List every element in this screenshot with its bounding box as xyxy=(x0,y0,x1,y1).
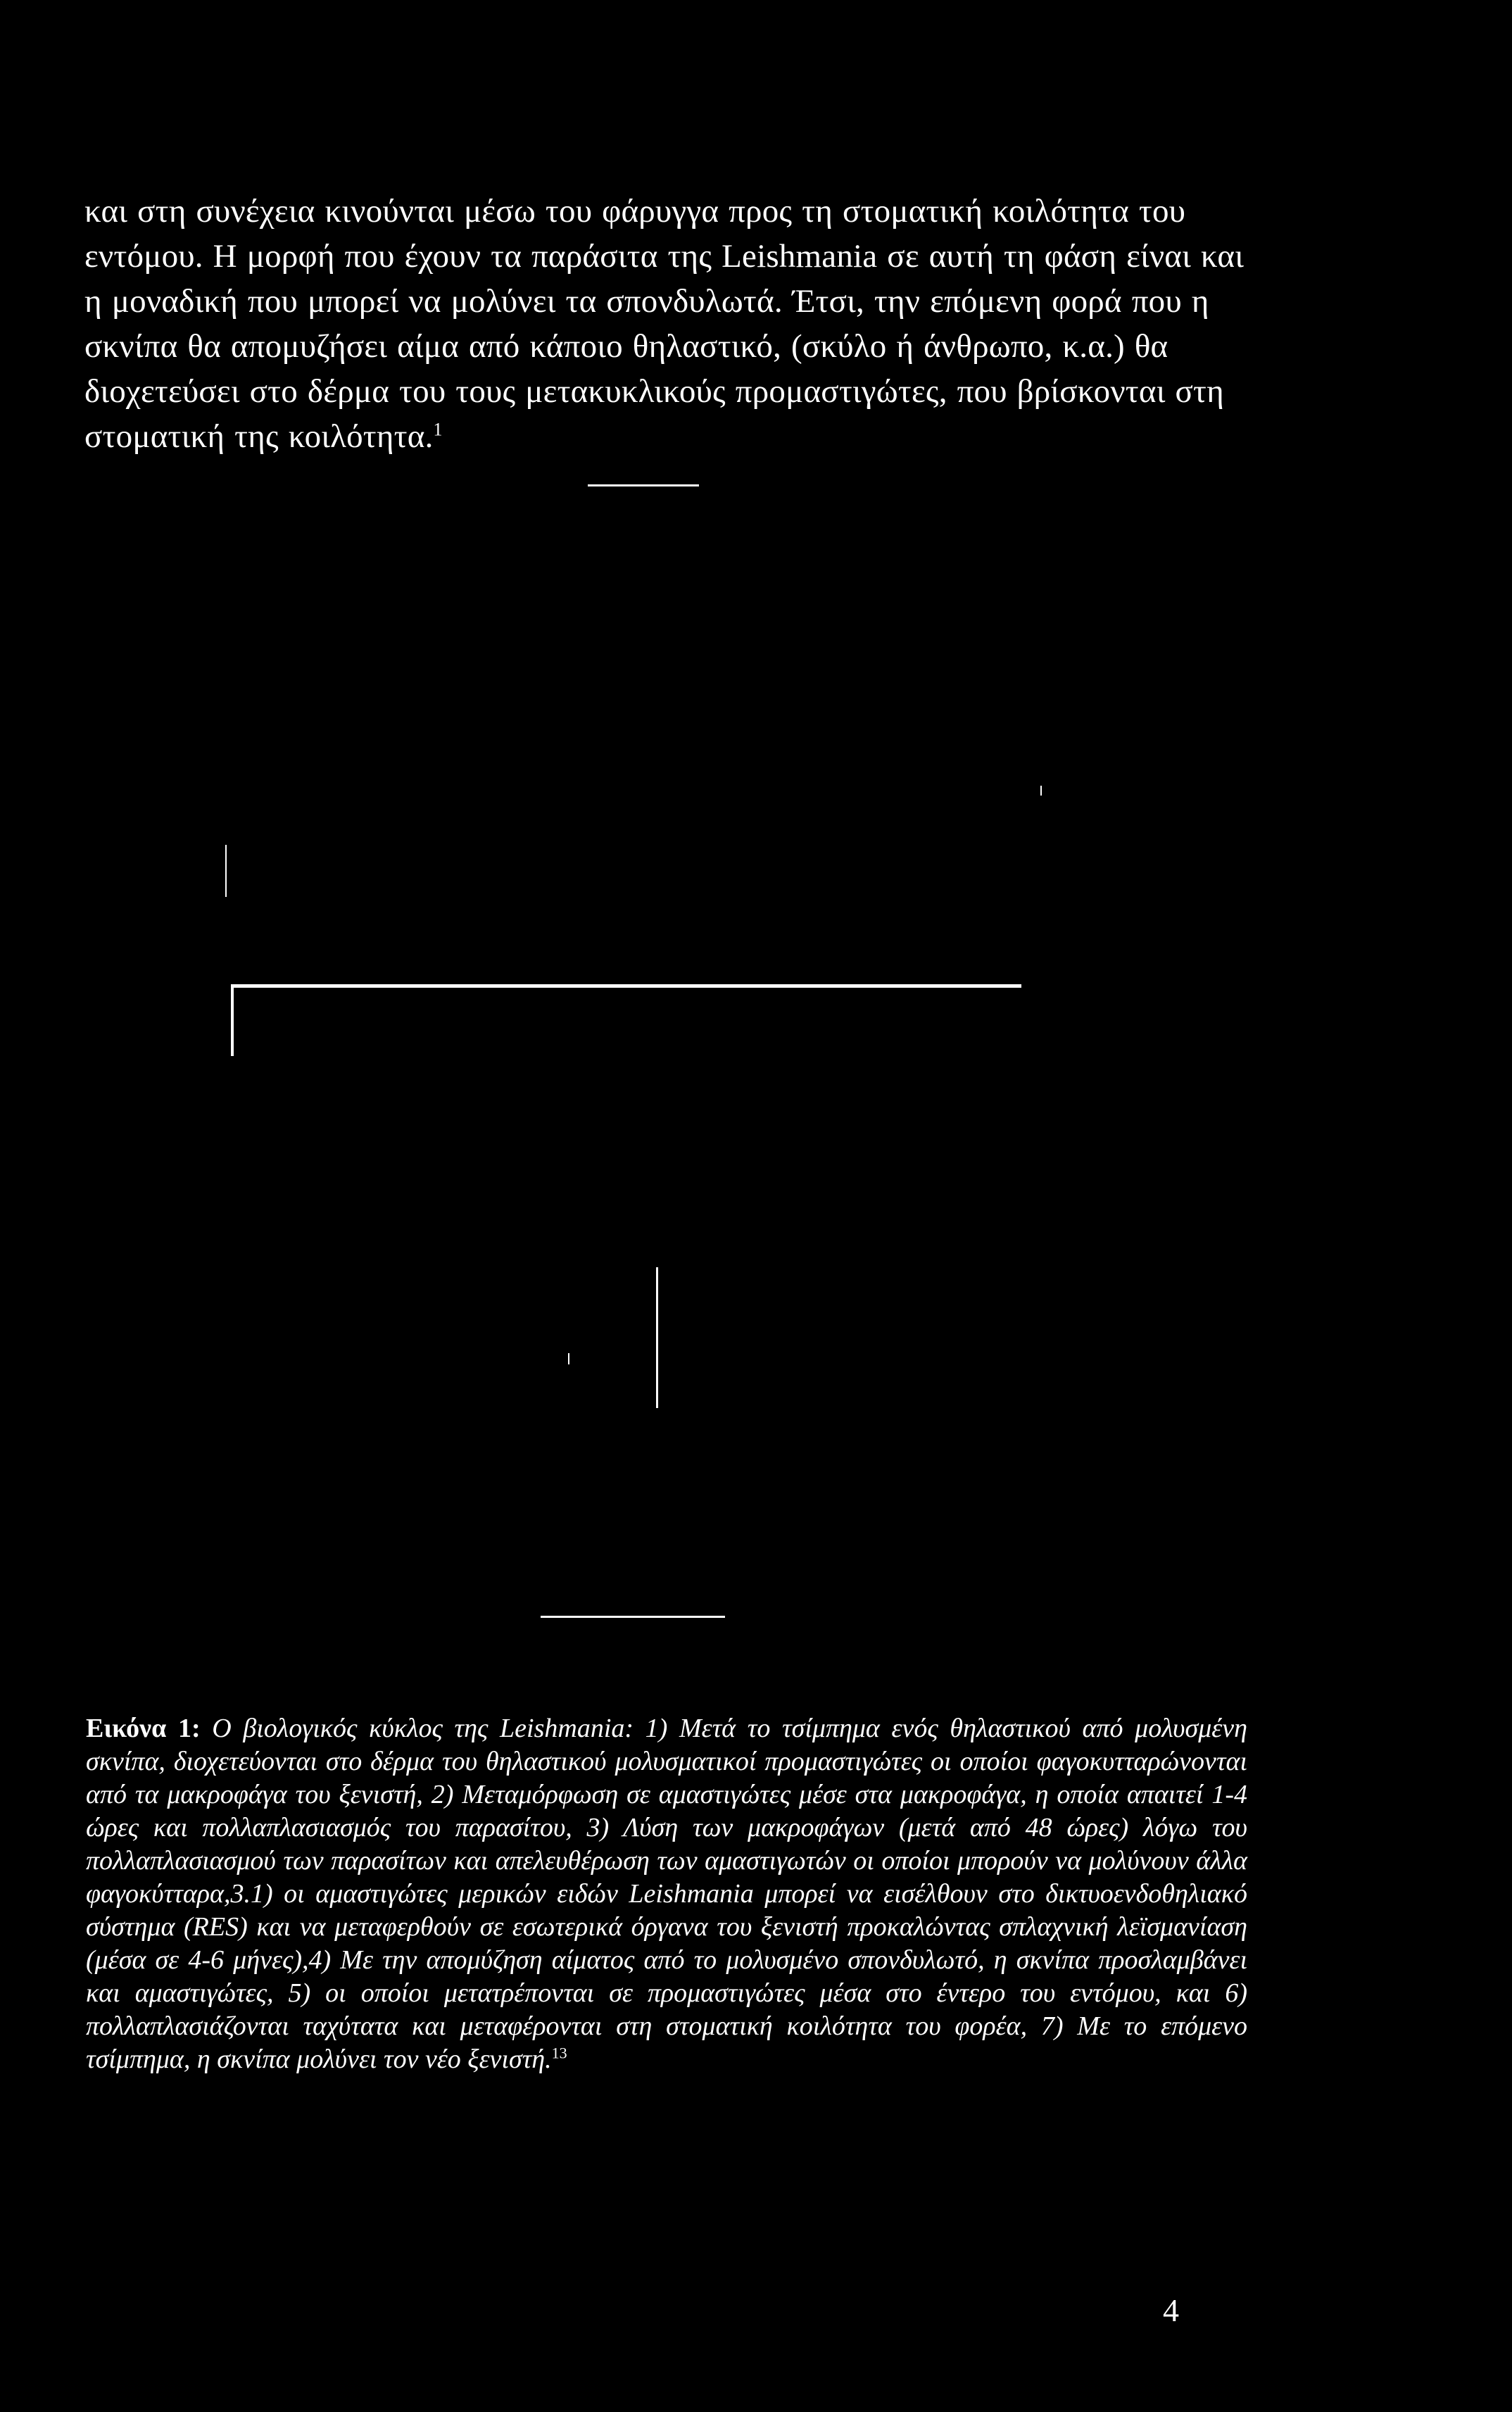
figure-label: Εικόνα 1: xyxy=(86,1714,201,1743)
figure-caption-text: Ο βιολογικός κύκλος της Leishmania: 1) Μετά το τσίμπημα ενός θηλαστικού από μολυσμένη σκνίπα, διοχετεύονται στο δέρμα του θηλαστικού μολυσματικοί προμαστιγώτες οι οποίοι φαγοκυτταρώνονται από τα μακροφάγα του ξενιστή, 2) Μεταμόρφωση σε αμαστιγώτες μέσε στα μακροφάγα, η οποία απαιτεί 1-4 ώρες και πολλαπλασιασμός του παρασίτου, 3) Λύση των μακροφάγων (μετά από 48 ώρες) λόγω του πολλαπλασιασμού των παρασίτων και απελευθέρωση των αμαστιγωτών οι οποίοι μπορούν να μολύνουν άλλα φαγοκύτταρα,3.1) οι αμαστιγώτες μερικών ειδών Leishmania μπορεί να εισέλθουν στο δικτυοενδοθηλιακό σύστημα (RES) και να μεταφερθούν σε εσωτερικά όργανα του ξενιστή προκαλώντας σπλαχνική λεϊσμανίαση (μέσα σε 4-6 μήνες),4) Με την απομύζηση αίματος από το μολυσμένο σπονδυλωτό, η σκνίπα προσλαμβάνει και αμαστιγώτες, 5) οι οποίοι μετατρέπονται σε προμαστιγώτες μέσα στο έντερο του εντόμου, και 6) πολλαπλασιάζονται ταχύτατα και μεταφέρονται στη στοματική κοιλότητα του φορέα, 7) Με το επόμενο τσίμπημα, η σκνίπα μολύνει τον νέο ξενιστή. xyxy=(86,1714,1247,2074)
figure-caption xyxy=(86,1712,1247,2076)
figure-rule xyxy=(656,1267,658,1408)
figure-rule xyxy=(1040,786,1042,796)
footnote-ref: 1 xyxy=(433,419,443,440)
figure-image xyxy=(0,394,1512,1647)
figure-rule xyxy=(231,987,234,1056)
figure-rule xyxy=(231,984,1021,988)
page-number: 4 xyxy=(1163,2292,1179,2328)
body-paragraph-text: και στη συνέχεια κινούνται μέσω του φάρυγγα προς τη στοματική κοιλότητα του εντόμου. Η μορφή που έχουν τα παράσιτα της Leishmania σε αυτή τη φάση είναι και η μοναδική που μπορεί να μολύνει τα σπονδυλωτά. Έτσι, την επόμενη φορά που η σκνίπα θα απομυζήσει αίμα από κάποιο θηλαστικό, (σκύλο ή άνθρωπο, κ.α.) θα διοχετεύσει στο δέρμα του τους μετακυκλικούς προμαστιγώτες, που βρίσκονται στη στοματική της κοιλότητα. xyxy=(84,193,1245,455)
figure-rule xyxy=(568,1353,569,1364)
caption-footnote-ref: 13 xyxy=(551,2044,567,2062)
figure-rule xyxy=(541,1616,725,1618)
figure-rule xyxy=(225,845,227,897)
figure-rule xyxy=(588,484,699,486)
